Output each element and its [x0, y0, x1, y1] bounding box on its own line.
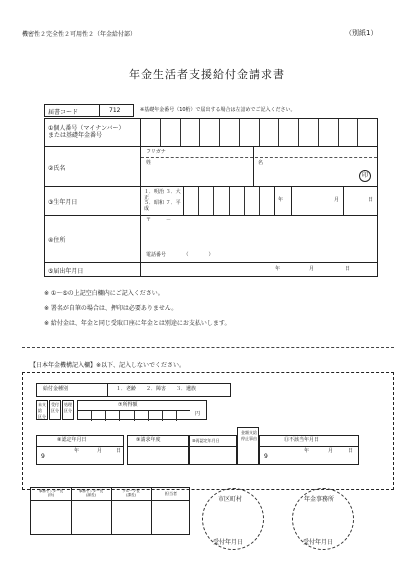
given-name-input[interactable]	[254, 158, 362, 186]
notes	[44, 286, 230, 331]
birth-digits[interactable]	[184, 187, 274, 215]
recert-date-label: ⑩再認定年月日	[192, 438, 220, 443]
row1-label-main: ①個人番号（マイナンバー）	[48, 125, 125, 132]
ineligible-era: 9	[264, 453, 268, 460]
form-code-label: 届書コード	[48, 109, 79, 116]
row5-label: ⑤届出年月日	[48, 268, 84, 275]
row1-label	[48, 125, 125, 139]
jps-section-title: 【日本年金機構記入欄】※以下、記入しないでください。	[30, 362, 186, 369]
given-name-label: 名	[258, 160, 264, 166]
inel-day-unit: 日	[348, 448, 354, 454]
benefit-type-label-box	[36, 383, 108, 397]
cert-year-unit: 年	[74, 448, 80, 454]
certification-era: 9	[41, 453, 45, 460]
unpaid-flag-box	[36, 400, 48, 420]
claim-year-label: ⑨請求年度	[136, 437, 161, 443]
note-2: ※ 署名が自筆の場合は、押印は必要ありません。	[44, 305, 178, 312]
note-3: ※ 給付金は、年金と同じ受取口座に年金とは別途にお支払いします。	[44, 320, 231, 327]
form-code-value: 712	[109, 107, 121, 114]
jps-section	[22, 372, 394, 490]
surname-input[interactable]	[141, 158, 253, 186]
benefit-type-field	[107, 383, 231, 397]
pension-office-stamp-bottom: 受付年月日	[303, 539, 334, 546]
suspension-field	[237, 427, 259, 465]
phone-label: 電話番号 （ ）	[146, 252, 214, 258]
birth-day-unit: 日	[368, 197, 374, 203]
approval-box-4: 担当者	[165, 491, 177, 496]
yen-unit: 円	[195, 411, 201, 417]
claim-year-field	[127, 435, 189, 465]
process-flag-label: 処理 区分	[64, 402, 72, 413]
suspension-label: 金額支給 停止事由	[241, 430, 257, 441]
attachment-label: （別紙1）	[345, 29, 378, 37]
income-amount-digits	[78, 410, 190, 421]
filing-day-unit: 日	[345, 266, 351, 272]
approval-box-3: グループ長 (課長)	[122, 489, 140, 497]
filing-date-input[interactable]	[141, 263, 377, 276]
unpaid-flag-label: 未支給 区分	[38, 402, 46, 419]
receipt-flag-label: 受付 区分	[51, 402, 59, 413]
seal-text: 印	[361, 172, 368, 179]
approval-grid	[30, 487, 190, 535]
cert-day-unit: 日	[116, 448, 122, 454]
applicant-table	[44, 118, 378, 277]
form-code-box	[44, 104, 134, 117]
benefit-type-options: １．老齢 ２．障害 ３．遺族	[116, 386, 197, 392]
postal-label: 〒 －	[146, 217, 172, 223]
inel-year-unit: 年	[304, 448, 310, 454]
approval-box-2: 事務センター長 (副長)	[78, 489, 104, 497]
process-flag-box	[62, 400, 74, 420]
form-code-note: ※基礎年金番号（10桁）で届出する場合は左詰めでご記入ください。	[140, 107, 296, 113]
approval-box-1: 事務センター長 (所)	[38, 489, 64, 497]
certification-date-label: ⑧認定年月日	[57, 437, 87, 443]
benefit-type-label: 給付金種別	[43, 386, 69, 392]
filing-year-unit: 年	[275, 266, 281, 272]
recert-date-field	[189, 435, 237, 465]
certification-date-field	[36, 435, 124, 465]
section-divider	[22, 347, 394, 348]
ineligible-date-label: ⑪不該当年月日	[284, 437, 320, 443]
cert-month-unit: 月	[97, 448, 103, 454]
confidentiality-label: 機密性２完全性２可用性２（年金給付部）	[22, 31, 137, 38]
note-1: ※ ①～⑤の上記空白欄内にご記入ください。	[44, 290, 164, 297]
form-title: 年金生活者支援給付金請求書	[129, 68, 285, 81]
row2-label: ②氏名	[48, 165, 66, 172]
row4-label: ④住所	[48, 237, 66, 244]
inel-month-unit: 月	[328, 448, 334, 454]
birth-month-unit: 月	[334, 197, 340, 203]
seal-mark	[359, 170, 371, 182]
furigana-label: フリガナ	[146, 149, 166, 155]
era-select[interactable]	[141, 187, 183, 215]
birth-year-unit: 年	[278, 197, 284, 203]
ineligible-date-field	[259, 435, 359, 465]
era-options: １．明治 ３．大正 ５．昭和 ７．平成	[144, 189, 181, 212]
income-amount-label: ⑦所得額	[118, 402, 138, 408]
municipality-stamp-top: 市区町村	[218, 496, 243, 503]
row3-label: ③生年月日	[48, 199, 78, 206]
pension-office-stamp-top: 年金事務所	[304, 496, 335, 503]
municipality-stamp-bottom: 受付年月日	[213, 539, 244, 546]
receipt-flag-box	[49, 400, 61, 420]
row1-label-sub: または基礎年金番号	[48, 132, 103, 140]
income-amount-field	[77, 400, 207, 420]
address-input[interactable]	[141, 225, 377, 250]
surname-label: 姓	[146, 160, 152, 166]
filing-month-unit: 月	[309, 266, 315, 272]
individual-number-input[interactable]	[141, 119, 377, 146]
